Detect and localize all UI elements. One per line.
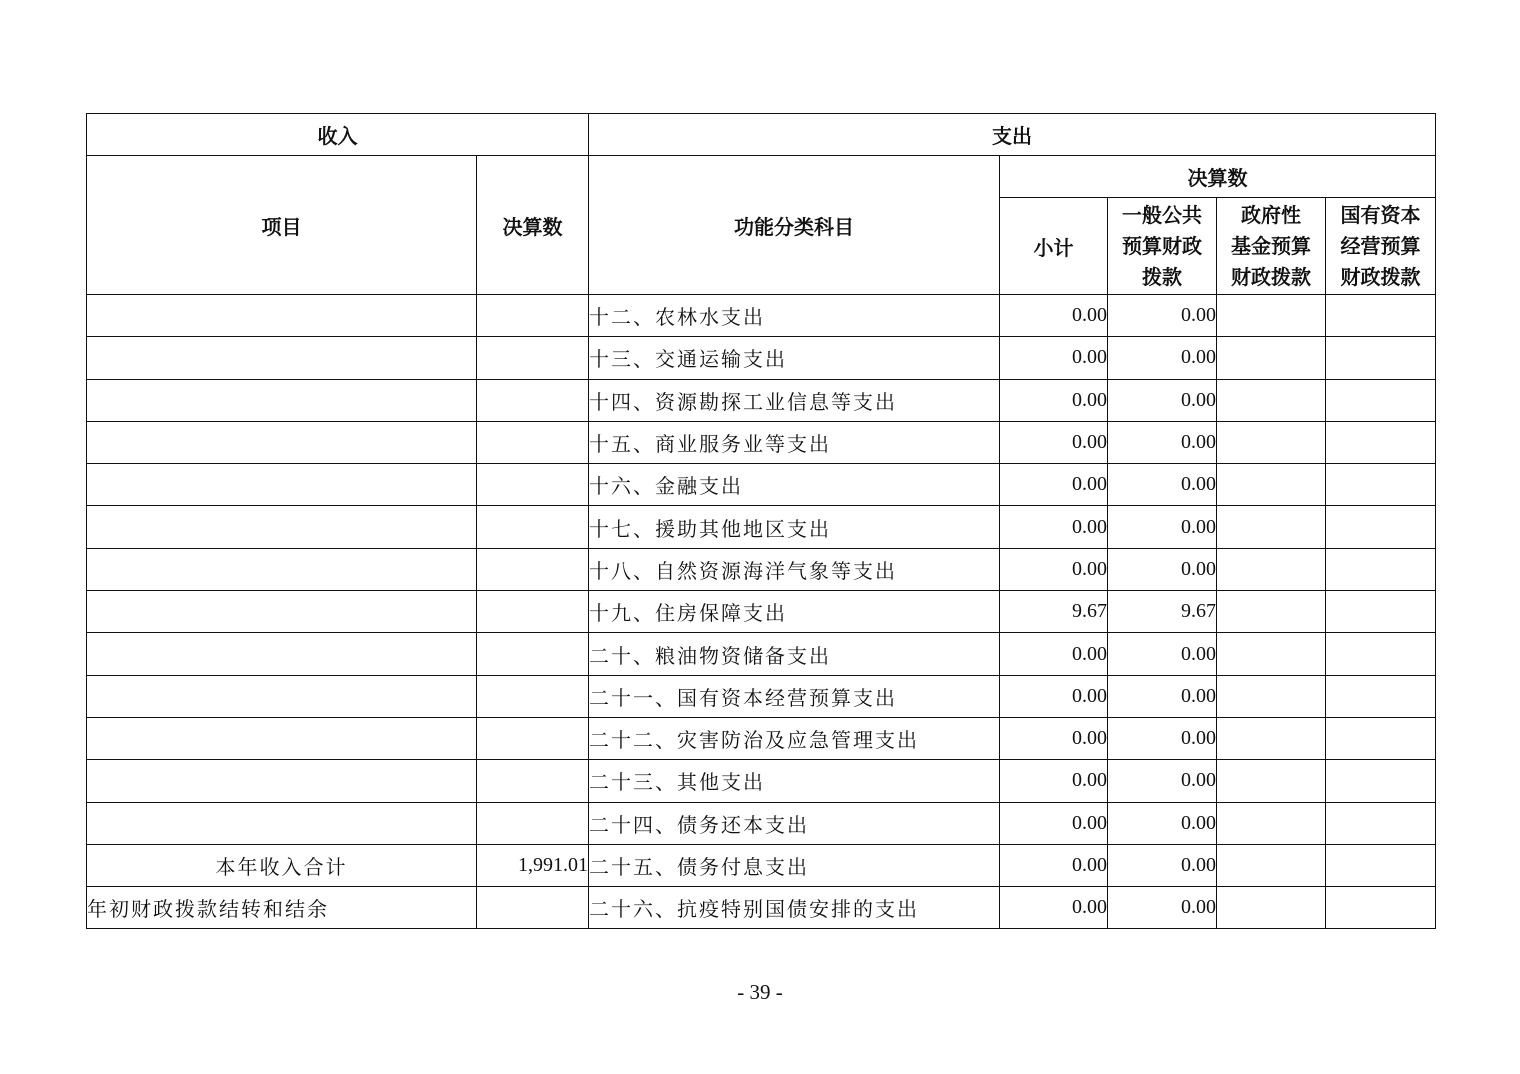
- table-body: [87, 295, 1436, 929]
- state-capital-cell: [1326, 887, 1436, 929]
- table-row: [87, 844, 1436, 886]
- category-cell: 二十四、债务还本支出: [589, 802, 1000, 844]
- subtotal-cell: 0.00: [1000, 421, 1108, 463]
- table-row: [87, 717, 1436, 759]
- subtotal-cell: 0.00: [1000, 760, 1108, 802]
- income-amount-cell: [477, 887, 589, 929]
- general-public-cell: 0.00: [1108, 548, 1217, 590]
- category-cell: 十二、农林水支出: [589, 295, 1000, 337]
- income-amount-cell: [477, 548, 589, 590]
- table-row: [87, 802, 1436, 844]
- gov-fund-cell: [1217, 760, 1326, 802]
- table-row: [87, 337, 1436, 379]
- category-cell: 十三、交通运输支出: [589, 337, 1000, 379]
- subtotal-cell: 9.67: [1000, 591, 1108, 633]
- income-amount-cell: [477, 506, 589, 548]
- table-row: [87, 633, 1436, 675]
- income-item-cell: [87, 506, 477, 548]
- table-row: [87, 379, 1436, 421]
- general-public-cell: 0.00: [1108, 421, 1217, 463]
- general-public-cell: 0.00: [1108, 887, 1217, 929]
- gov-fund-line-1: 政府性: [1241, 202, 1301, 227]
- budget-table: [86, 113, 1436, 929]
- income-item-cell: 年初财政拨款结转和结余: [87, 887, 477, 929]
- state-capital-cell: [1326, 633, 1436, 675]
- state-capital-cell: [1326, 421, 1436, 463]
- general-public-cell: 0.00: [1108, 675, 1217, 717]
- income-item-cell: [87, 337, 477, 379]
- subtotal-header: 小计: [1000, 198, 1108, 295]
- category-cell: 二十三、其他支出: [589, 760, 1000, 802]
- state-capital-cell: [1326, 802, 1436, 844]
- general-public-cell: 0.00: [1108, 379, 1217, 421]
- subtotal-cell: 0.00: [1000, 675, 1108, 717]
- final-amount-header: 决算数: [1000, 156, 1436, 198]
- general-public-line-3: 拨款: [1142, 264, 1182, 289]
- category-cell: 十四、资源勘探工业信息等支出: [589, 379, 1000, 421]
- gov-fund-cell: [1217, 633, 1326, 675]
- state-capital-cell: [1326, 506, 1436, 548]
- state-capital-cell: [1326, 379, 1436, 421]
- income-item-cell: [87, 591, 477, 633]
- general-public-cell: 0.00: [1108, 760, 1217, 802]
- subtotal-cell: 0.00: [1000, 844, 1108, 886]
- page-number: - 39 -: [737, 980, 783, 1004]
- gov-fund-line-2: 基金预算: [1231, 233, 1311, 258]
- income-amount-cell: [477, 379, 589, 421]
- gov-fund-cell: [1217, 802, 1326, 844]
- income-amount-cell: [477, 591, 589, 633]
- gov-fund-line-3: 财政拨款: [1231, 264, 1311, 289]
- budget-amount-header: 决算数: [477, 156, 589, 295]
- income-amount-cell: [477, 295, 589, 337]
- table-row: [87, 760, 1436, 802]
- state-capital-cell: [1326, 295, 1436, 337]
- gov-fund-cell: [1217, 337, 1326, 379]
- gov-fund-cell: [1217, 887, 1326, 929]
- income-item-cell: 本年收入合计: [87, 844, 477, 886]
- general-public-cell: 9.67: [1108, 591, 1217, 633]
- state-capital-line-1: 国有资本: [1340, 202, 1421, 227]
- expenditure-header: 支出: [589, 114, 1436, 156]
- state-capital-line-3: 财政拨款: [1340, 264, 1421, 289]
- subtotal-cell: 0.00: [1000, 548, 1108, 590]
- gov-fund-cell: [1217, 379, 1326, 421]
- income-item-cell: [87, 295, 477, 337]
- subtotal-cell: 0.00: [1000, 802, 1108, 844]
- gov-fund-cell: [1217, 844, 1326, 886]
- general-public-line-2: 预算财政: [1122, 233, 1202, 258]
- gov-fund-header: [1217, 198, 1326, 295]
- income-amount-cell: [477, 675, 589, 717]
- subtotal-cell: 0.00: [1000, 506, 1108, 548]
- general-public-cell: 0.00: [1108, 506, 1217, 548]
- income-item-cell: [87, 717, 477, 759]
- category-cell: 十八、自然资源海洋气象等支出: [589, 548, 1000, 590]
- income-amount-cell: [477, 633, 589, 675]
- subtotal-cell: 0.00: [1000, 887, 1108, 929]
- general-public-cell: 0.00: [1108, 295, 1217, 337]
- general-public-cell: 0.00: [1108, 633, 1217, 675]
- category-cell: 十六、金融支出: [589, 464, 1000, 506]
- income-item-cell: [87, 633, 477, 675]
- gov-fund-cell: [1217, 675, 1326, 717]
- state-capital-cell: [1326, 591, 1436, 633]
- item-header: 项目: [87, 156, 477, 295]
- income-header: 收入: [87, 114, 589, 156]
- income-item-cell: [87, 548, 477, 590]
- category-cell: 十五、商业服务业等支出: [589, 421, 1000, 463]
- gov-fund-cell: [1217, 591, 1326, 633]
- gov-fund-cell: [1217, 421, 1326, 463]
- subtotal-cell: 0.00: [1000, 337, 1108, 379]
- income-item-cell: [87, 379, 477, 421]
- income-amount-cell: [477, 464, 589, 506]
- general-public-header: [1108, 198, 1217, 295]
- table-row: [87, 506, 1436, 548]
- income-item-cell: [87, 464, 477, 506]
- table-row: [87, 591, 1436, 633]
- income-amount-cell: [477, 337, 589, 379]
- subtotal-cell: 0.00: [1000, 464, 1108, 506]
- category-cell: 十九、住房保障支出: [589, 591, 1000, 633]
- subtotal-cell: 0.00: [1000, 295, 1108, 337]
- state-capital-cell: [1326, 844, 1436, 886]
- state-capital-cell: [1326, 464, 1436, 506]
- gov-fund-cell: [1217, 506, 1326, 548]
- subtotal-cell: 0.00: [1000, 633, 1108, 675]
- state-capital-cell: [1326, 717, 1436, 759]
- state-capital-cell: [1326, 548, 1436, 590]
- table-row: [87, 675, 1436, 717]
- general-public-cell: 0.00: [1108, 464, 1217, 506]
- gov-fund-cell: [1217, 548, 1326, 590]
- general-public-cell: 0.00: [1108, 337, 1217, 379]
- category-cell: 二十六、抗疫特别国债安排的支出: [589, 887, 1000, 929]
- income-amount-cell: [477, 717, 589, 759]
- general-public-cell: 0.00: [1108, 802, 1217, 844]
- state-capital-cell: [1326, 675, 1436, 717]
- subtotal-cell: 0.00: [1000, 379, 1108, 421]
- table-row: [87, 548, 1436, 590]
- category-cell: 二十二、灾害防治及应急管理支出: [589, 717, 1000, 759]
- table-row: [87, 464, 1436, 506]
- functional-category-header: 功能分类科目: [589, 156, 1000, 295]
- general-public-line-1: 一般公共: [1122, 202, 1202, 227]
- table-row: [87, 421, 1436, 463]
- income-item-cell: [87, 802, 477, 844]
- income-amount-cell: [477, 802, 589, 844]
- category-cell: 二十一、国有资本经营预算支出: [589, 675, 1000, 717]
- gov-fund-cell: [1217, 717, 1326, 759]
- general-public-cell: 0.00: [1108, 844, 1217, 886]
- income-item-cell: [87, 421, 477, 463]
- gov-fund-cell: [1217, 464, 1326, 506]
- state-capital-line-2: 经营预算: [1340, 233, 1421, 258]
- gov-fund-cell: [1217, 295, 1326, 337]
- table-row: [87, 887, 1436, 929]
- income-item-cell: [87, 675, 477, 717]
- state-capital-cell: [1326, 337, 1436, 379]
- subtotal-cell: 0.00: [1000, 717, 1108, 759]
- income-amount-cell: [477, 421, 589, 463]
- category-cell: 二十、粮油物资储备支出: [589, 633, 1000, 675]
- state-capital-header: [1326, 198, 1436, 295]
- table-row: [87, 295, 1436, 337]
- state-capital-cell: [1326, 760, 1436, 802]
- income-amount-cell: [477, 760, 589, 802]
- income-item-cell: [87, 760, 477, 802]
- income-amount-cell: 1,991.01: [477, 844, 589, 886]
- category-cell: 十七、援助其他地区支出: [589, 506, 1000, 548]
- general-public-cell: 0.00: [1108, 717, 1217, 759]
- category-cell: 二十五、债务付息支出: [589, 844, 1000, 886]
